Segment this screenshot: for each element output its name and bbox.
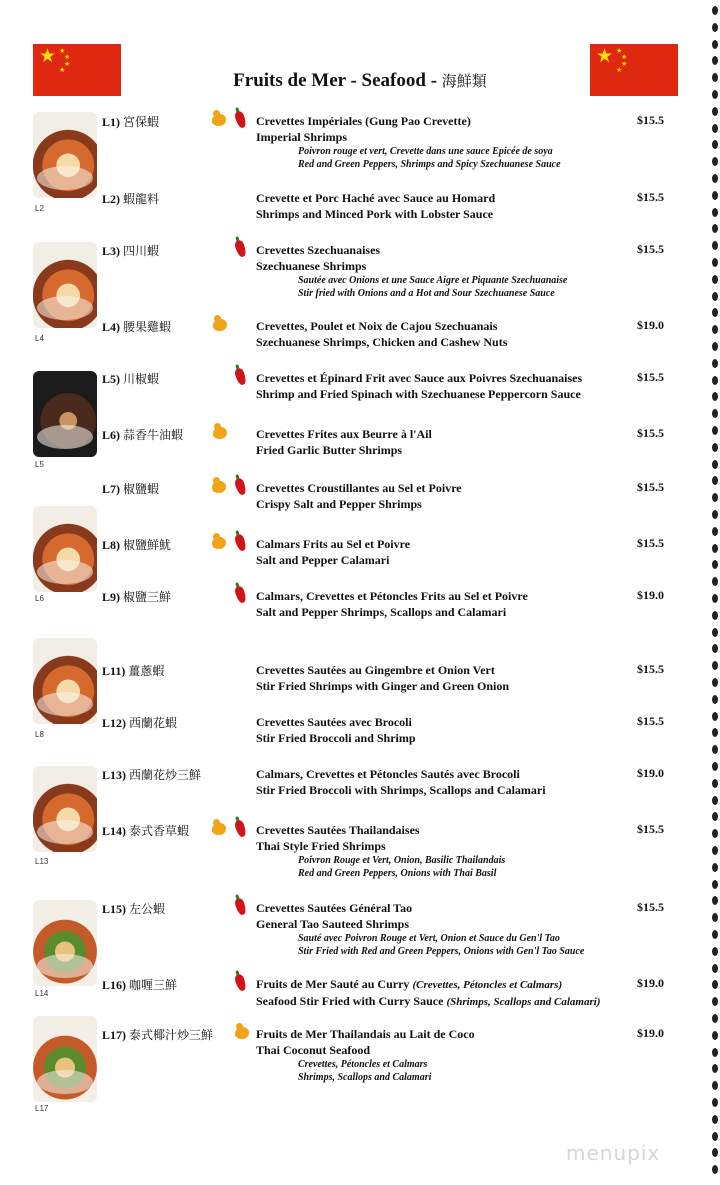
item-description [256,370,636,402]
item-description [256,426,636,458]
binder-hole [712,56,718,65]
item-number: L6) [102,428,120,442]
item-number: L4) [102,320,120,334]
binder-hole [712,544,718,553]
photo-label: L13 [35,857,49,866]
item-description [256,976,636,1010]
binder-hole [712,460,718,469]
item-price: $15.5 [637,536,664,550]
item-price: $19.0 [637,1026,664,1040]
binder-hole [712,1048,718,1057]
binder-hole [712,409,718,418]
item-name-en: Fried Garlic Butter Shrimps [256,443,403,457]
item-code [102,822,189,839]
item-code [102,190,159,207]
item-description [256,1026,636,1084]
item-name-fr: Calmars, Crevettes et Pétoncles Sautés avec Brocoli [256,767,520,781]
binder-hole [712,930,718,939]
star-icon: ★ [59,66,66,74]
item-code [102,536,171,553]
star-icon: ★ [596,45,614,67]
item-description [256,662,636,694]
star-icon: ★ [621,53,628,61]
binder-hole [712,577,718,586]
item-name-fr: Fruits de Mer Sauté au Curry (Crevettes, Pétoncles et Calmars) [256,977,563,991]
item-note: Sautée avec Onions et une Sauce Aigre et Piquante Szechuanaise [298,275,568,286]
item-chinese-name: 宮保蝦 [123,115,160,129]
item-code [102,900,165,917]
dish-photo [33,638,97,724]
item-description [256,480,636,512]
item-note: Poivron rouge et vert, Crevette dans une sauce Epicée de soya [298,146,553,157]
item-description [256,536,636,568]
item-price: $19.0 [637,318,664,332]
item-code [102,588,171,605]
item-number: L5) [102,372,120,386]
item-note: Stir Fried with Red and Green Peppers, Onions with Gen'l Tao Sauce [298,946,585,957]
item-number: L14) [102,824,126,838]
photo-label: L6 [35,594,44,603]
item-chinese-name: 咖喱三鮮 [129,978,178,992]
item-description [256,113,636,171]
item-name-en: Thai Coconut Seafood [256,1043,371,1057]
item-chinese-name: 泰式香草蝦 [129,824,190,838]
binder-hole [712,443,718,452]
star-icon: ★ [621,60,628,68]
item-number: L13) [102,768,126,782]
item-price: $15.5 [637,113,664,127]
item-name-en: General Tao Sauteed Shrimps [256,917,410,931]
item-price: $15.5 [637,822,664,836]
item-name-fr: Crevettes Sautées au Gingembre et Onion Vert [256,663,495,677]
item-description [256,190,636,222]
item-price: $19.0 [637,766,664,780]
item-description [256,822,636,880]
binder-hole [712,1064,718,1073]
photo-label: L8 [35,730,44,739]
chicken-icon [212,537,226,549]
photo-label: L4 [35,334,44,343]
item-code [102,766,201,783]
item-name-fr: Crevettes Sautées Thailandaises [256,823,420,837]
binder-hole [712,695,718,704]
item-number: L16) [102,978,126,992]
binder-hole [712,644,718,653]
item-number: L12) [102,716,126,730]
photo-label: L17 [35,1104,49,1113]
pepper-icon [234,585,248,604]
binder-hole [712,1031,718,1040]
binder-hole [712,107,718,116]
item-description [256,588,636,620]
item-name-en: Szechuanese Shrimps [256,259,367,273]
binder-hole [712,241,718,250]
binder-hole [712,728,718,737]
item-name-en: Crispy Salt and Pepper Shrimps [256,497,422,511]
dish-photo [33,371,97,457]
item-number: L2) [102,192,120,206]
item-chinese-name: 腰果雞蝦 [123,320,172,334]
item-price: $15.5 [637,480,664,494]
binder-hole [712,594,718,603]
binder-hole [712,947,718,956]
pepper-icon [234,819,248,838]
item-chinese-name: 蒜香牛油蝦 [123,428,184,442]
item-price: $15.5 [637,900,664,914]
pepper-icon [234,477,248,496]
chicken-icon [213,319,227,331]
binder-hole [712,510,718,519]
item-note: Crevettes, Pétoncles et Calmars [298,1059,428,1070]
item-description [256,714,636,746]
binder-hole [712,1115,718,1124]
item-name-fr: Crevettes Frites aux Beurre à l'Ail [256,427,432,441]
binder-hole [712,392,718,401]
item-note: Shrimps, Scallops and Calamari [298,1072,432,1083]
chicken-icon [235,1027,249,1039]
binder-hole [712,1165,718,1174]
item-price: $19.0 [637,588,664,602]
item-code [102,714,177,731]
binder-hole [712,863,718,872]
binder-hole [712,1081,718,1090]
item-name-fr: Calmars Frits au Sel et Poivre [256,537,411,551]
binder-hole [712,611,718,620]
item-name-en: Shrimps and Minced Pork with Lobster Sauce [256,207,494,221]
item-name-fr: Calmars, Crevettes et Pétoncles Frits au Sel et Poivre [256,589,528,603]
item-note: Poivron Rouge et Vert, Onion, Basilic Thailandais [298,855,506,866]
item-code [102,662,164,679]
item-description [256,242,636,300]
dish-photo [33,112,97,198]
dish-photo [33,766,97,852]
item-code [102,426,183,443]
binder-holes [706,0,720,1185]
item-name-fr: Crevettes Sautées Général Tao [256,901,413,915]
star-icon: ★ [616,66,623,74]
binder-hole [712,980,718,989]
binder-hole [712,628,718,637]
binder-hole [712,1098,718,1107]
pepper-icon [234,239,248,258]
item-chinese-name: 川椒蝦 [123,372,160,386]
item-chinese-name: 泰式椰汁炒三鮮 [129,1028,214,1042]
binder-hole [712,779,718,788]
binder-hole [712,712,718,721]
item-name-en: Salt and Pepper Calamari [256,553,390,567]
dish-photo [33,900,97,986]
item-name-en: Stir Fried Broccoli and Shrimp [256,731,416,745]
item-price: $15.5 [637,426,664,440]
binder-hole [712,560,718,569]
item-name-en: Imperial Shrimps [256,130,348,144]
item-name-fr: Fruits de Mer Thailandais au Lait de Coco [256,1027,475,1041]
item-number: L9) [102,590,120,604]
photo-label: L14 [35,989,49,998]
star-icon: ★ [64,53,71,61]
binder-hole [712,1014,718,1023]
binder-hole [712,678,718,687]
binder-hole [712,258,718,267]
binder-hole [712,124,718,133]
item-price: $15.5 [637,370,664,384]
item-number: L8) [102,538,120,552]
item-code [102,318,171,335]
item-code [102,242,159,259]
item-chinese-name: 西蘭花蝦 [129,716,178,730]
item-code [102,976,177,993]
item-chinese-name: 椒鹽鮮魷 [123,538,172,552]
chicken-icon [212,481,226,493]
binder-hole [712,896,718,905]
binder-hole [712,208,718,217]
item-number: L15) [102,902,126,916]
binder-hole [712,40,718,49]
binder-hole [712,325,718,334]
binder-hole [712,997,718,1006]
star-icon: ★ [64,60,71,68]
star-icon: ★ [59,47,66,55]
item-name-fr: Crevettes Impériales (Gung Pao Crevette) [256,114,471,128]
chicken-icon [213,427,227,439]
item-name-fr: Crevettes et Épinard Frit avec Sauce aux Poivres Szechuanaises [256,371,583,385]
binder-hole [712,426,718,435]
item-number: L1) [102,115,120,129]
item-note: Sauté avec Poivron Rouge et Vert, Onion et Sauce du Gen'l Tao [298,933,560,944]
binder-hole [712,359,718,368]
item-name-en: Seafood Stir Fried with Curry Sauce (Shrimps, Scallops and Calamari) [256,994,601,1008]
watermark: menupix [566,1141,661,1165]
item-name-fr: Crevettes Sautées avec Brocoli [256,715,412,729]
item-name-en: Stir Fried Shrimps with Ginger and Green Onion [256,679,510,693]
binder-hole [712,157,718,166]
item-number: L3) [102,244,120,258]
binder-hole [712,476,718,485]
binder-hole [712,342,718,351]
binder-hole [712,275,718,284]
title-text: Fruits de Mer - Seafood - [233,70,442,91]
binder-hole [712,880,718,889]
title-chinese: 海鮮類 [441,72,487,90]
pepper-icon [234,973,248,992]
pepper-icon [234,110,248,129]
item-name-fr: Crevettes Szechuanaises [256,243,381,257]
item-code [102,370,159,387]
binder-hole [712,829,718,838]
chicken-icon [212,114,226,126]
item-price: $15.5 [637,242,664,256]
binder-hole [712,174,718,183]
binder-hole [712,6,718,15]
item-name-en: Stir Fried Broccoli with Shrimps, Scallops and Calamari [256,783,546,797]
binder-hole [712,292,718,301]
item-name-fr: Crevettes, Poulet et Noix de Cajou Szechuanais [256,319,498,333]
item-description [256,900,636,958]
binder-hole [712,661,718,670]
binder-hole [712,745,718,754]
binder-hole [712,846,718,855]
item-name-fr: Crevettes Croustillantes au Sel et Poivre [256,481,462,495]
item-description [256,318,636,350]
pepper-icon [234,533,248,552]
item-note: Red and Green Peppers, Onions with Thai Basil [298,868,497,879]
item-name-en: Thai Style Fried Shrimps [256,839,386,853]
item-chinese-name: 西蘭花炒三鮮 [129,768,202,782]
binder-hole [712,191,718,200]
item-code [102,480,159,497]
binder-hole [712,964,718,973]
item-name-en: Shrimp and Fried Spinach with Szechuanese Peppercorn Sauce [256,387,581,401]
item-number: L11) [102,664,126,678]
item-chinese-name: 左公蝦 [129,902,166,916]
page-title [0,70,720,92]
binder-hole [712,493,718,502]
binder-hole [712,308,718,317]
binder-hole [712,913,718,922]
item-chinese-name: 蝦龍料 [123,192,160,206]
item-chinese-name: 四川蝦 [123,244,160,258]
binder-hole [712,762,718,771]
item-price: $19.0 [637,976,664,990]
dish-photo [33,1016,97,1102]
item-name-en: Salt and Pepper Shrimps, Scallops and Calamari [256,605,507,619]
pepper-icon [234,897,248,916]
item-chinese-name: 薑蔥蝦 [128,664,165,678]
binder-hole [712,1132,718,1141]
chicken-icon [212,823,226,835]
item-number: L7) [102,482,120,496]
item-chinese-name: 椒鹽三鮮 [123,590,172,604]
item-code [102,1026,213,1043]
item-price: $15.5 [637,662,664,676]
pepper-icon [234,367,248,386]
star-icon: ★ [616,47,623,55]
item-chinese-name: 椒鹽蝦 [123,482,160,496]
dish-photo [33,506,97,592]
item-price: $15.5 [637,190,664,204]
binder-hole [712,140,718,149]
binder-hole [712,1148,718,1157]
binder-hole [712,376,718,385]
item-name-fr: Crevette et Porc Haché avec Sauce au Homard [256,191,496,205]
item-description [256,766,636,798]
photo-label: L5 [35,460,44,469]
item-price: $15.5 [637,714,664,728]
binder-hole [712,812,718,821]
item-note: Red and Green Peppers, Shrimps and Spicy Szechuanese Sauce [298,159,561,170]
item-code [102,113,159,130]
binder-hole [712,23,718,32]
binder-hole [712,796,718,805]
binder-hole [712,527,718,536]
binder-hole [712,224,718,233]
star-icon: ★ [39,45,57,67]
item-number: L17) [102,1028,126,1042]
photo-label: L2 [35,204,44,213]
item-name-en: Szechuanese Shrimps, Chicken and Cashew Nuts [256,335,508,349]
item-note: Stir fried with Onions and a Hot and Sour Szechuanese Sauce [298,288,555,299]
dish-photo [33,242,97,328]
